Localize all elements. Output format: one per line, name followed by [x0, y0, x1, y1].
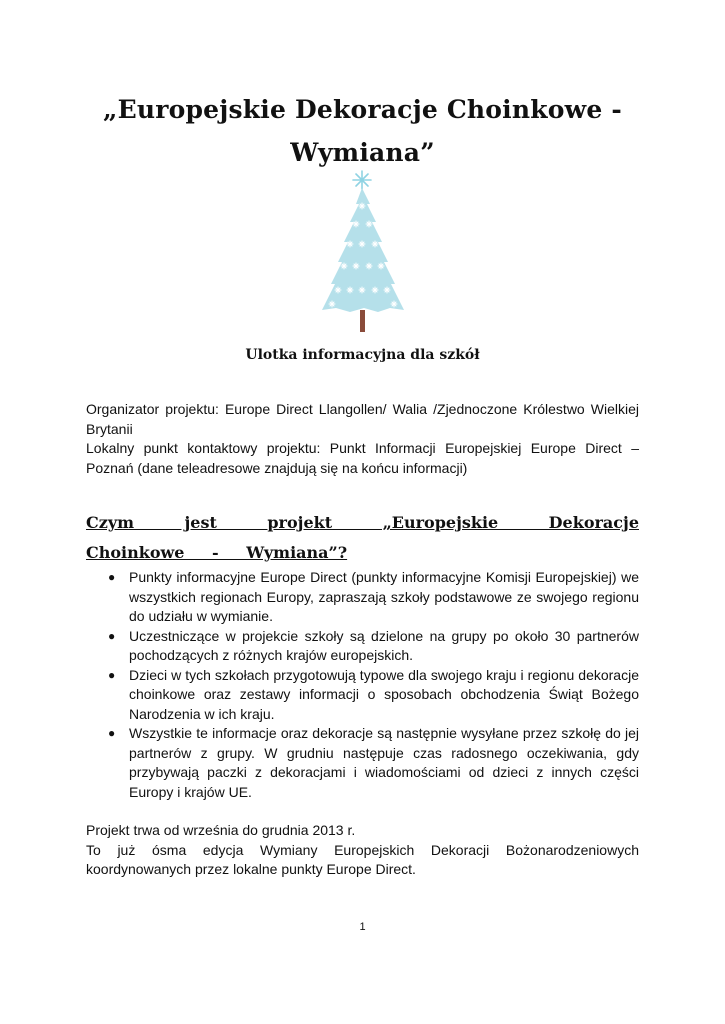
edition-paragraph: To już ósma edycja Wymiany Europejskich Dekoracji Bożonarodzeniowych koordynowanych przez lokalne punkty Europe Direct.: [86, 841, 639, 877]
leaflet-subtitle: Ulotka informacyjna dla szkół: [245, 347, 480, 363]
bullet-icon: ●: [108, 726, 116, 740]
project-duration-paragraph: Projekt trwa od września do grudnia 2013 r.: [86, 822, 356, 838]
contact-point-paragraph: Lokalny punkt kontaktowy projektu: Punkt Informacji Europejskiej Europe Direct – Poznań (dane teleadresowe znajdują się na końcu informacji): [86, 440, 639, 476]
bullet-icon: ●: [108, 667, 116, 682]
list-item: ● Punkty informacyjne Europe Direct (punkty informacyjne Komisji Europejskiej) we wszystkich regionach Europy, zapraszają szkoły podstawowe ze swojego regionu do udziału w wymianie.: [108, 569, 639, 624]
bullet-icon: ●: [108, 570, 116, 584]
tree-trunk: [360, 310, 365, 332]
organizer-paragraph: Organizator projektu: Europe Direct Llangollen/ Walia /Zjednoczone Królestwo Wielkiej Brytanii: [86, 401, 639, 437]
intro-block: [86, 400, 639, 478]
section-heading: Czym jest projekt „Europejskie Dekoracje Choinkowe - Wymiana”?: [86, 513, 639, 562]
list-item: ● Wszystkie te informacje oraz dekoracje są następnie wysyłane przez szkołę do jej partnerów z grupy. W grudniu następuje czas radosnego oczekiwania, gdy przybywają paczki z dekoracjami i wiadomościami od dzieci z innych części Europy i krajów UE.: [108, 725, 639, 800]
bullet-icon: ●: [108, 628, 116, 643]
document-title: „Europejskie Dekoracje Choinkowe - Wymiana”: [103, 95, 622, 167]
bullet-list: [86, 568, 639, 802]
star-icon: [353, 171, 371, 189]
outro-block: [86, 821, 639, 880]
page-number: 1: [359, 921, 366, 933]
list-item: ● Dzieci w tych szkołach przygotowują typowe dla swojego kraju i regionu dekoracje choinkowe oraz zestawy informacji o sposobach obchodzenia Świąt Bożego Narodzenia w ich kraju.: [108, 666, 639, 722]
christmas-tree-illustration: [318, 168, 410, 338]
list-item: ● Uczestniczące w projekcie szkoły są dzielone na grupy po około 30 partnerów pochodzących z różnych krajów europejskich.: [108, 627, 639, 663]
